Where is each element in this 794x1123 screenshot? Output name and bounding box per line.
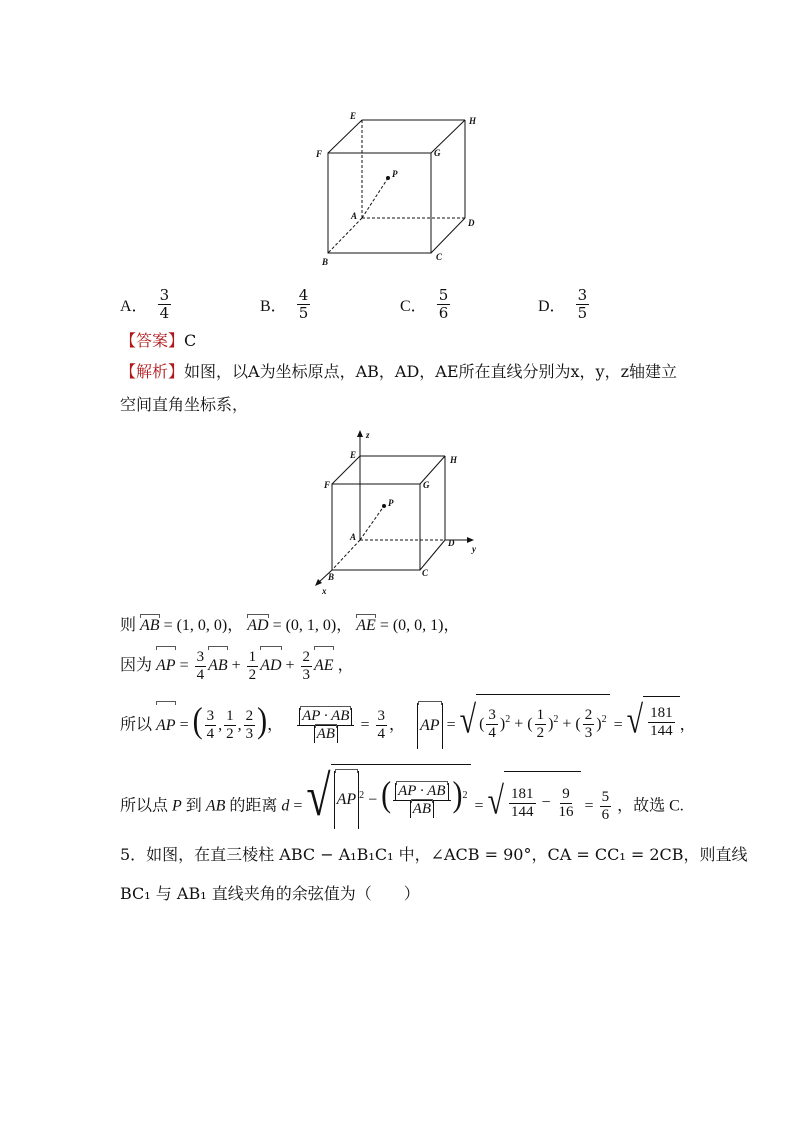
- vec-ab-2: AB: [208, 648, 228, 684]
- answer-tag: 【答案】: [120, 331, 185, 350]
- edge-AB: [328, 218, 362, 253]
- coef-1: $\frac{3}{4}$: [196, 648, 205, 683]
- choice-b-label: B．: [260, 298, 287, 315]
- answer-value: C: [184, 331, 197, 350]
- edge-AB: [332, 540, 360, 570]
- answer-line: [120, 331, 196, 351]
- point-p-text: P: [172, 797, 182, 815]
- analysis-line-2: [120, 395, 248, 415]
- analysis-tag: 【解析】: [120, 362, 185, 381]
- label-x: x: [322, 586, 327, 596]
- label-C: C: [436, 252, 443, 262]
- choice-a[interactable]: [120, 287, 173, 322]
- vec-ap-3: AP: [156, 703, 176, 749]
- label-z: z: [366, 430, 370, 440]
- ap-magnitude: AP: [417, 703, 443, 749]
- vec-ab: AB: [140, 617, 160, 634]
- edge-FE: [328, 120, 362, 153]
- l1-ab-value: = (1, 0, 0)，: [163, 617, 244, 634]
- label-A: A: [350, 532, 357, 542]
- l1-prefix: 则: [120, 617, 137, 634]
- choice-b-fraction: $\frac{4}{5}$: [298, 286, 309, 322]
- label-F: F: [324, 480, 331, 490]
- label-H: H: [469, 116, 477, 126]
- analysis-text-1: 如图，以A为坐标原点，AB，AD，AE所在直线分别为x，y，z轴建立: [184, 362, 677, 381]
- label-D: D: [448, 538, 455, 548]
- choice-a-fraction: $\frac{3}{4}$: [159, 286, 170, 322]
- axis-y-arrow: [467, 537, 474, 543]
- point-P: [386, 176, 390, 180]
- label-y: y: [472, 544, 476, 554]
- distance-sqrt: √ AP $^2$ − ( $\frac{AP \cdot AB}{AB}$ )$^2$: [306, 764, 470, 829]
- math-line-2: 因为 AP = $\frac{3}{4}$ AB + $\frac{1}{2}$ AD + $\frac{2}{3}$ AE ，: [120, 648, 354, 683]
- choice-d-label: D．: [538, 298, 566, 315]
- sqrt-ap: √ ( $\frac{3}{4}$ )$^2$ + ( $\frac{1}{2}$ )$^2$ + ( $\frac{2}{3}$ )$^2$: [460, 694, 610, 747]
- math-line-3: 所以 AP = ( $\frac{3}{4}$ , $\frac{1}{2}$ , $\frac{2}{3}$ )， $\frac{AP \cdot AB}{AB}$ = $\frac{3}{4}$ ， AP = √ ( $\frac{3}{4}$ )$^2$ + ( $\frac{1}{2}$ )$^2$ + ( $\frac{2}{3}$ )$^2$ = √ $\frac{181}{144}$ ，: [120, 694, 696, 749]
- label-G: G: [434, 148, 441, 158]
- label-B: B: [322, 257, 329, 267]
- projection-fraction: $\frac{AP \cdot AB}{AB}$: [297, 708, 354, 743]
- choice-b[interactable]: [260, 287, 312, 322]
- label-D: D: [468, 218, 475, 228]
- face-front: [332, 484, 420, 570]
- cube-figure-1: [310, 110, 485, 270]
- vec-ae: AE: [356, 617, 376, 634]
- q5-line-1: [120, 845, 748, 865]
- vec-ae-2: AE: [314, 648, 334, 684]
- edge-FE: [332, 456, 360, 484]
- cube-figure-2: [310, 428, 490, 596]
- face-front: [328, 153, 431, 253]
- label-H: H: [450, 455, 458, 465]
- point-P: [382, 504, 386, 508]
- math-line-4: 所以点 P 到 AB 的距离 d = √ AP $^2$ − ( $\frac{AP \cdot AB}{AB}$ )$^2$ = √ $\frac{181}{144}$ − $\frac{9}{16}$ = $\frac{5}{6}$ ，故选 C.: [120, 764, 684, 836]
- analysis-text-2: 空间直角坐标系，: [120, 395, 249, 414]
- segment-AP: [362, 178, 388, 218]
- choice-c-fraction: $\frac{5}{6}$: [438, 286, 449, 322]
- choice-c[interactable]: [400, 287, 452, 322]
- l2-prefix: 因为: [120, 657, 153, 674]
- math-line-1: [120, 616, 460, 636]
- label-G: G: [423, 480, 430, 490]
- choice-d[interactable]: [538, 287, 591, 322]
- choice-c-label: C．: [400, 298, 427, 315]
- coef-3: $\frac{2}{3}$: [302, 648, 311, 683]
- l1-ad-value: = (0, 1, 0)，: [272, 617, 353, 634]
- label-P: P: [392, 169, 398, 179]
- label-E: E: [350, 450, 357, 460]
- vec-ap: AP: [156, 648, 176, 684]
- label-C: C: [422, 568, 429, 578]
- label-A: A: [351, 211, 358, 221]
- vec-ad-2: AD: [260, 648, 281, 684]
- l3-prefix: 所以: [120, 716, 153, 734]
- edge-CD: [431, 218, 465, 253]
- choice-d-fraction: $\frac{3}{5}$: [577, 286, 588, 322]
- segment-AP: [360, 506, 384, 540]
- choice-a-label: A．: [120, 298, 148, 315]
- analysis-line-1: [120, 362, 677, 382]
- q5-line-2: [120, 884, 420, 904]
- q5-text-1: 5．如图，在直三棱柱 ABC − A₁B₁C₁ 中，∠ACB = 90°，CA = CC₁ = 2CB，则直线: [120, 845, 748, 864]
- l1-ae-value: = (0, 0, 1)，: [379, 617, 460, 634]
- vec-ad: AD: [247, 617, 269, 634]
- coef-2: $\frac{1}{2}$: [248, 648, 257, 683]
- label-F: F: [316, 149, 323, 159]
- axis-z-arrow: [357, 430, 363, 437]
- label-P: P: [388, 498, 394, 508]
- edge-CD: [420, 540, 445, 570]
- label-B: B: [328, 572, 335, 582]
- label-E: E: [350, 111, 357, 121]
- q5-text-2: BC₁ 与 AB₁ 直线夹角的余弦值为（ ）: [120, 884, 420, 903]
